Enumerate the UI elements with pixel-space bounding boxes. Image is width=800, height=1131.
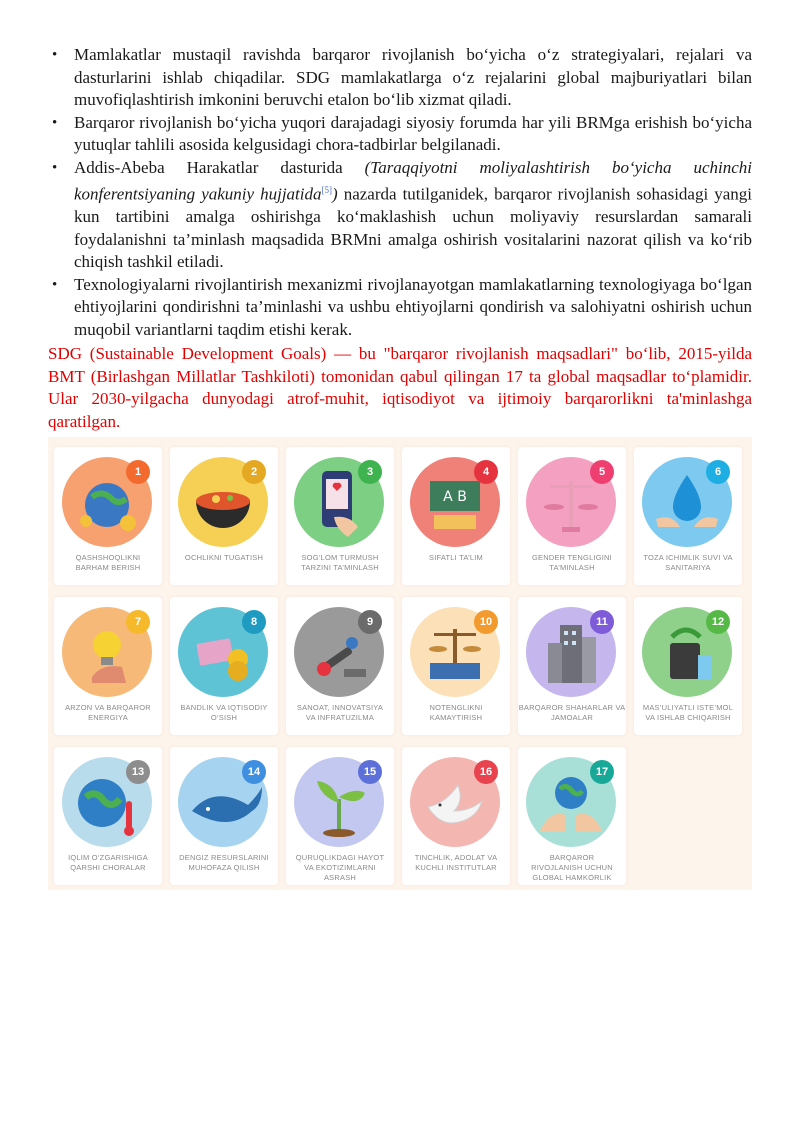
sdg-goal-tile bbox=[170, 447, 278, 585]
sdg-goal-label: IQLIM O‘ZGARISHIGA QARSHI CHORALAR bbox=[68, 853, 148, 872]
sdg-definition-paragraph: SDG (Sustainable Development Goals) — bu "barqaror rivojlanish maqsadlari" bo‘lib, 2015-yilda BMT (Birlashgan Millatlar Tashkiloti) tomonidan qabul qilingan 17 ta global maqsadlar to‘plamidir. Ular 2030-yilgacha dunyodagi atrof-muhit, iqtisodiyot va ijtimoiy barqarorlikni ta'minlashga qaratilgan. bbox=[48, 344, 752, 431]
document-body bbox=[48, 44, 752, 433]
sdg-goal-tile bbox=[286, 747, 394, 885]
bullet-item bbox=[48, 157, 752, 274]
sdg-goal-number-badge: 7 bbox=[126, 610, 150, 634]
sdg-goal-label: DENGIZ RESURSLARINI MUHOFAZA QILISH bbox=[179, 853, 269, 872]
sdg-goal-label: QASHSHOQLIKNI BARHAM BERISH bbox=[75, 553, 141, 572]
sdg-goal-number-badge: 6 bbox=[706, 460, 730, 484]
sdg-goal-tile bbox=[170, 597, 278, 735]
sdg-goal-number-badge: 13 bbox=[126, 760, 150, 784]
sdg-goal-number-badge: 11 bbox=[590, 610, 614, 634]
sdg-goal-number-badge: 10 bbox=[474, 610, 498, 634]
sdg-goal-tile bbox=[402, 447, 510, 585]
sdg-goal-number-badge: 4 bbox=[474, 460, 498, 484]
sdg-goal-number-badge: 9 bbox=[358, 610, 382, 634]
bullet-dot: • bbox=[52, 114, 58, 131]
sdg-goal-label: TOZA ICHIMLIK SUVI VA SANITARIYA bbox=[643, 553, 733, 572]
sdg-goal-number-badge: 12 bbox=[706, 610, 730, 634]
sdg-goal-number-badge: 5 bbox=[590, 460, 614, 484]
bullet-dot: • bbox=[52, 47, 58, 63]
sdg-goal-label: ARZON VA BARQAROR ENERGIYA bbox=[65, 703, 151, 722]
sdg-goal-label: GENDER TENGLIGINI TA’MINLASH bbox=[532, 553, 612, 572]
svg-text:A B: A B bbox=[443, 489, 467, 505]
sdg-goal-tile bbox=[518, 597, 626, 735]
sdg-goal-label: MAS’ULIYATLI ISTE’MOL VA ISHLAB CHIQARISH bbox=[642, 703, 734, 722]
sdg-goal-tile bbox=[634, 447, 742, 585]
sdg-goal-tile bbox=[518, 747, 626, 885]
bullet-text-after: nazarda tutilganidek, barqaror rivojlanish sohasidagi yangi kun tartibini amalga oshirishga ko‘maklashish uchun moliyaviy resurslardan samarali foydalanishni ta’minlash maqsadida BRMni amalga oshirish vositalarini nazorat qilish va ko‘rib chiqish tashkil etiladi. bbox=[74, 184, 752, 272]
bullet-dot: • bbox=[52, 159, 58, 176]
bullet-text: Mamlakatlar mustaqil ravishda barqaror rivojlanish bo‘yicha o‘z strategiyalari, rejalari va dasturlarini ishlab chiqadilar. SDG mamlakatlarga o‘z rejalarini global majburiyatlari bilan muvofiqlashtirish imkonini beruvchi etalon bo‘lib xizmat qiladi. bbox=[74, 45, 752, 109]
sdg-goal-label: TINCHLIK, ADOLAT VA KUCHLI INSTITUTLAR bbox=[414, 853, 498, 872]
bullet-dot: • bbox=[52, 276, 58, 293]
sdg-goal-tile bbox=[170, 747, 278, 885]
sdg-goal-number-badge: 16 bbox=[474, 760, 498, 784]
sdg-goal-number-badge: 17 bbox=[590, 760, 614, 784]
sdg-goal-tile bbox=[54, 447, 162, 585]
sdg-goal-label: SOG‘LOM TURMUSH TARZINI TA’MINLASH bbox=[301, 553, 379, 572]
sdg-goal-tile bbox=[286, 597, 394, 735]
sdg-goal-number-badge: 15 bbox=[358, 760, 382, 784]
bullet-list bbox=[48, 44, 752, 341]
sdg-goal-number-badge: 2 bbox=[242, 460, 266, 484]
sdg-goal-number-badge: 8 bbox=[242, 610, 266, 634]
bullet-item bbox=[48, 274, 752, 342]
citation-paren-close: ) bbox=[332, 184, 338, 204]
bullet-italic-citation: (Taraqqiyotni moliyalashtirish bo‘yicha uchinchi konferentsiyaning yakuniy hujjatida bbox=[74, 157, 752, 204]
sdg-goal-tile bbox=[54, 747, 162, 885]
sdg-goal-tile bbox=[634, 597, 742, 735]
sdg-goal-label: SANOAT, INNOVATSIYA VA INFRATUZILMA bbox=[296, 703, 384, 722]
sdg-goal-label: SIFATLI TA’LIM bbox=[429, 553, 483, 562]
reference-link[interactable]: [5] bbox=[321, 185, 332, 195]
sdg-goal-number-badge: 14 bbox=[242, 760, 266, 784]
sdg-goal-number-badge: 3 bbox=[358, 460, 382, 484]
bullet-item bbox=[48, 44, 752, 112]
sdg-goal-label: QURUQLIKDAGI HAYOT VA EKOTIZIMLARNI ASRASH bbox=[295, 853, 385, 882]
sdg-goals-grid bbox=[48, 437, 752, 890]
sdg-goal-label: OCHLIKNI TUGATISH bbox=[184, 553, 264, 562]
sdg-goal-label: BARQAROR RIVOJLANISH UCHUN GLOBAL HAMKORLIK bbox=[531, 853, 613, 882]
bullet-text-before: Addis-Abeba Harakatlar dasturida bbox=[74, 157, 365, 177]
bullet-text: Texnologiyalarni rivojlantirish mexanizmi rivojlanayotgan mamlakatlarning texnologiyaga bo‘lgan ehtiyojlarini qondirishni ta’minlashi va ushbu ehtiyojlarni qondirish va salohiyatni oshirish uchun muqobil variantlarni taqdim etishi kerak. bbox=[74, 274, 752, 339]
sdg-goal-number-badge: 1 bbox=[126, 460, 150, 484]
sdg-goal-label: BARQAROR SHAHARLAR VA JAMOALAR bbox=[518, 703, 626, 722]
sdg-goal-tile bbox=[518, 447, 626, 585]
sdg-goal-tile bbox=[286, 447, 394, 585]
bullet-text: Barqaror rivojlanish bo‘yicha yuqori darajadagi siyosiy forumda har yili BRMga erishish bo‘yicha yutuqlar tahlili asosida kelgusidagi chora-tadbirlar belgilanadi. bbox=[74, 112, 752, 154]
sdg-goal-tile bbox=[402, 597, 510, 735]
sdg-goal-tile bbox=[402, 747, 510, 885]
sdg-goal-label: NOTENGLIKNI KAMAYTIRISH bbox=[429, 703, 483, 722]
sdg-goal-tile bbox=[54, 597, 162, 735]
bullet-item bbox=[48, 112, 752, 157]
sdg-goal-label: BANDLIK VA IQTISODIY O‘SISH bbox=[180, 703, 268, 722]
